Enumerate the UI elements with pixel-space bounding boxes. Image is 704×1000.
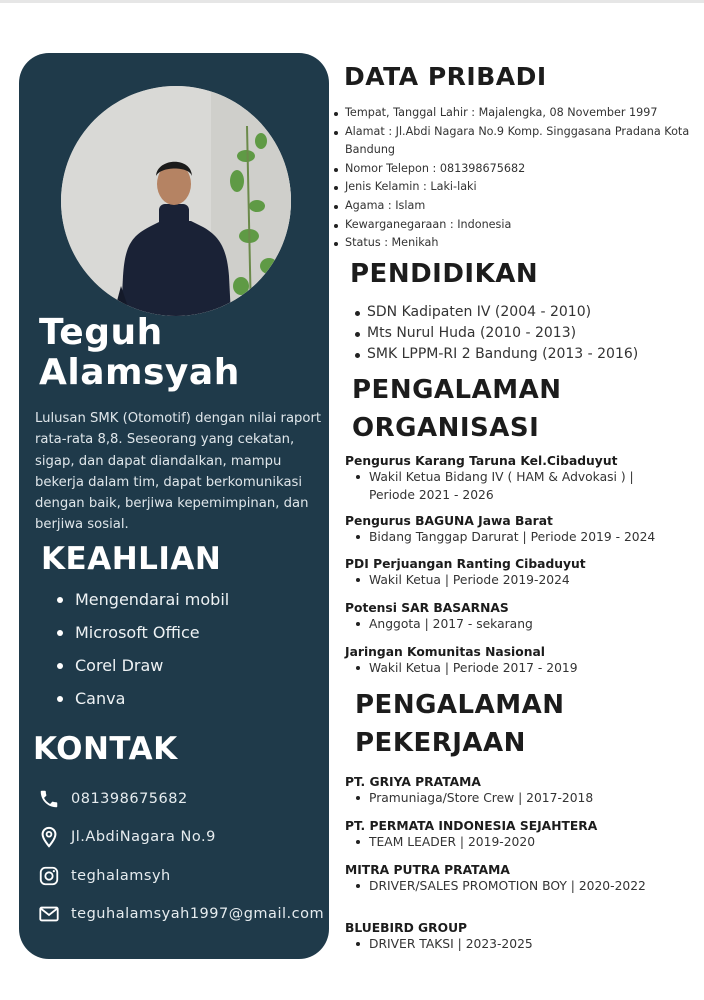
organization-entry (345, 454, 685, 504)
education-heading: PENDIDIKAN (350, 259, 539, 289)
organization-detail: Anggota | 2017 - sekarang (345, 615, 685, 633)
work-title: PT. GRIYA PRATAMA (345, 775, 481, 789)
organization-detail: Bidang Tanggap Darurat | Periode 2019 - 2024 (345, 528, 685, 546)
education-list (354, 302, 638, 365)
first-name: Teguh (39, 312, 163, 353)
skill-label: Microsoft Office (75, 623, 200, 642)
personal-item-birth: Tempat, Tanggal Lahir : Majalengka, 08 November 1997 (333, 104, 690, 123)
organization-detail: Wakil Ketua | Periode 2017 - 2019 (345, 659, 685, 677)
phone-text: 081398675682 (71, 791, 188, 807)
page-top-divider (0, 0, 704, 3)
personal-item-nationality: Kewarganegaraan : Indonesia (333, 216, 690, 235)
organization-entry (345, 557, 685, 589)
skill-item (57, 649, 229, 682)
email-text: teguhalamsyah1997@gmail.com (71, 906, 325, 922)
contact-instagram (37, 864, 171, 888)
contact-email (37, 902, 324, 926)
personal-item-religion: Agama : Islam (333, 197, 690, 216)
contact-heading: KONTAK (33, 731, 178, 767)
organization-entry (345, 514, 685, 546)
personal-item-phone: Nomor Telepon : 081398675682 (333, 160, 690, 179)
organization-entry (345, 645, 685, 677)
bullet-icon (57, 663, 63, 669)
work-title: MITRA PUTRA PRATAMA (345, 863, 510, 877)
full-name (39, 313, 240, 393)
work-heading-line2: PEKERJAAN (355, 728, 526, 758)
work-detail: DRIVER/SALES PROMOTION BOY | 2020-2022 (345, 877, 649, 895)
last-name: Alamsyah (39, 352, 240, 393)
profile-summary: Lulusan SMK (Otomotif) dengan nilai raport rata-rata 8,8. Seseorang yang cekatan, sigap, dan dapat diandalkan, mampu bekerja dalam tim, dapat berkomunikasi dengan baik, berjiwa kepemimpinan, dan berjiwa sosial. (35, 411, 322, 533)
skill-item (57, 616, 229, 649)
work-title: PT. PERMATA INDONESIA SEJAHTERA (345, 819, 598, 833)
work-heading-line1: PENGALAMAN (355, 690, 565, 720)
instagram-text: teghalamsyh (71, 868, 171, 884)
email-icon (37, 902, 61, 926)
personal-data-list (333, 104, 690, 253)
organization-entry (345, 601, 685, 633)
skill-label: Canva (75, 689, 126, 708)
work-detail: DRIVER TAKSI | 2023-2025 (345, 935, 685, 953)
phone-icon (37, 787, 61, 811)
contact-address (37, 825, 216, 849)
bullet-icon (57, 597, 63, 603)
skill-label: Corel Draw (75, 656, 164, 675)
work-entry (345, 775, 685, 807)
bullet-icon (57, 630, 63, 636)
work-detail: TEAM LEADER | 2019-2020 (345, 833, 685, 851)
organization-title: Jaringan Komunitas Nasional (345, 645, 545, 659)
education-item: Mts Nurul Huda (2010 - 2013) (354, 323, 638, 344)
work-detail: Pramuniaga/Store Crew | 2017-2018 (345, 789, 685, 807)
work-entry (345, 863, 685, 895)
profile-photo (61, 86, 291, 316)
personal-item-gender: Jenis Kelamin : Laki-laki (333, 178, 690, 197)
bullet-icon (57, 696, 63, 702)
organization-detail: Wakil Ketua Bidang IV ( HAM & Advokasi ) | Periode 2021 - 2026 (345, 468, 659, 504)
organization-title: PDI Perjuangan Ranting Cibaduyut (345, 557, 586, 571)
address-text: Jl.AbdiNagara No.9 (71, 829, 216, 845)
organization-heading-line1: PENGALAMAN (352, 375, 562, 405)
personal-item-address: Alamat : Jl.Abdi Nagara No.9 Komp. Singgasana Pradana Kota Bandung (333, 123, 690, 160)
personal-data-heading: DATA PRIBADI (344, 62, 547, 91)
contact-phone (37, 787, 188, 811)
location-pin-icon (37, 825, 61, 849)
work-entry (345, 921, 685, 953)
organization-detail: Wakil Ketua | Periode 2019-2024 (345, 571, 685, 589)
instagram-icon (37, 864, 61, 888)
profile-sidebar (19, 53, 329, 959)
organization-heading-line2: ORGANISASI (352, 413, 540, 443)
organization-title: Pengurus BAGUNA Jawa Barat (345, 514, 553, 528)
work-entry (345, 819, 685, 851)
skills-heading: KEAHLIAN (41, 541, 222, 577)
skill-label: Mengendarai mobil (75, 590, 230, 609)
person-portrait-illustration (61, 86, 291, 316)
skills-list (57, 583, 229, 715)
work-title: BLUEBIRD GROUP (345, 921, 468, 935)
organization-title: Potensi SAR BASARNAS (345, 601, 509, 615)
skill-item (57, 583, 229, 616)
education-item: SMK LPPM-RI 2 Bandung (2013 - 2016) (354, 344, 638, 365)
skill-item (57, 682, 229, 715)
organization-title: Pengurus Karang Taruna Kel.Cibaduyut (345, 454, 618, 468)
education-item: SDN Kadipaten IV (2004 - 2010) (354, 302, 638, 323)
personal-item-status: Status : Menikah (333, 234, 690, 253)
